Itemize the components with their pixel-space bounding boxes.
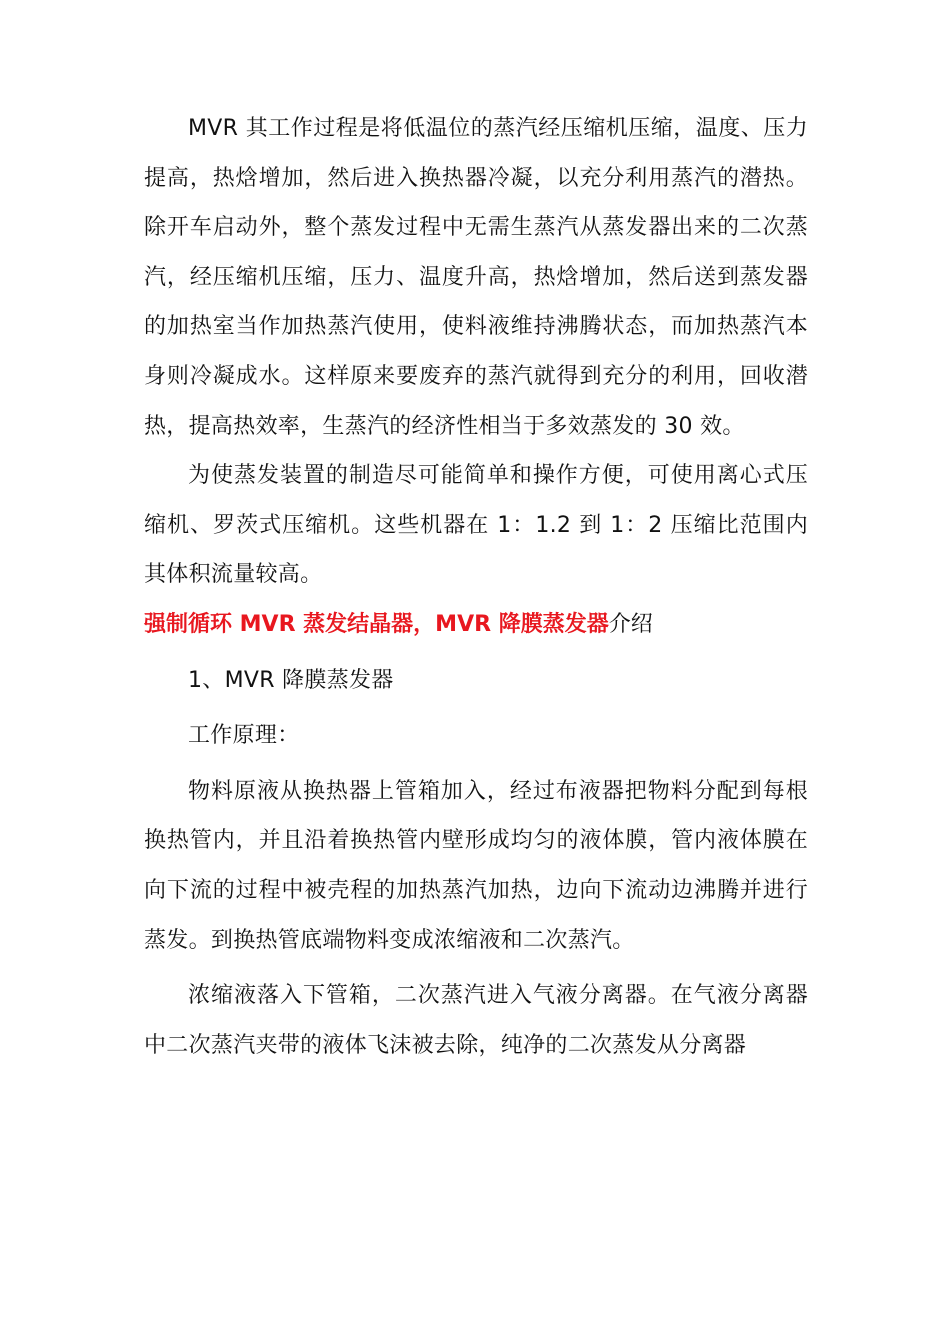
- paragraph-mvr-process: MVR 其工作过程是将低温位的蒸汽经压缩机压缩，温度、压力提高，热焓增加，然后进入换热器冷凝，以充分利用蒸汽的潜热。除开车启动外，整个蒸发过程中无需生蒸汽从蒸发器出来的二次蒸汽，经压缩机压缩，压力、温度升高，热焓增加，然后送到蒸发器的加热室当作加热蒸汽使用，使料液维持沸腾状态，而加热蒸汽本身则冷凝成水。这样原来要废弃的蒸汽就得到充分的利用，回收潜热，提高热效率，生蒸汽的经济性相当于多效蒸发的 30 效。: [144, 116, 808, 439]
- document-page: [144, 104, 808, 1070]
- section-heading-highlight: 强制循环 MVR 蒸发结晶器，MVR 降膜蒸发器: [144, 611, 609, 637]
- principle-label: 工作原理：: [188, 723, 300, 749]
- paragraph-separator: 浓缩液落入下管箱，二次蒸汽进入气液分离器。在气液分离器中二次蒸汽夹带的液体飞沫被去除，纯净的二次蒸发从分离器: [144, 983, 808, 1058]
- section-heading-suffix: 介绍: [608, 611, 653, 637]
- paragraph-working-principle: 物料原液从换热器上管箱加入，经过布液器把物料分配到每根换热管内，并且沿着换热管内壁形成均匀的液体膜，管内液体膜在向下流的过程中被壳程的加热蒸汽加热，边向下流动边沸腾并进行蒸发。到换热管底端物料变成浓缩液和二次蒸汽。: [144, 778, 808, 953]
- list-item-falling-film-evaporator: 1、MVR 降膜蒸发器: [188, 667, 394, 693]
- paragraph-compressor-types: 为使蒸发装置的制造尽可能简单和操作方便，可使用离心式压缩机、罗茨式压缩机。这些机器在 1：1.2 到 1：2 压缩比范围内其体积流量较高。: [144, 463, 808, 588]
- section-heading: [144, 600, 808, 650]
